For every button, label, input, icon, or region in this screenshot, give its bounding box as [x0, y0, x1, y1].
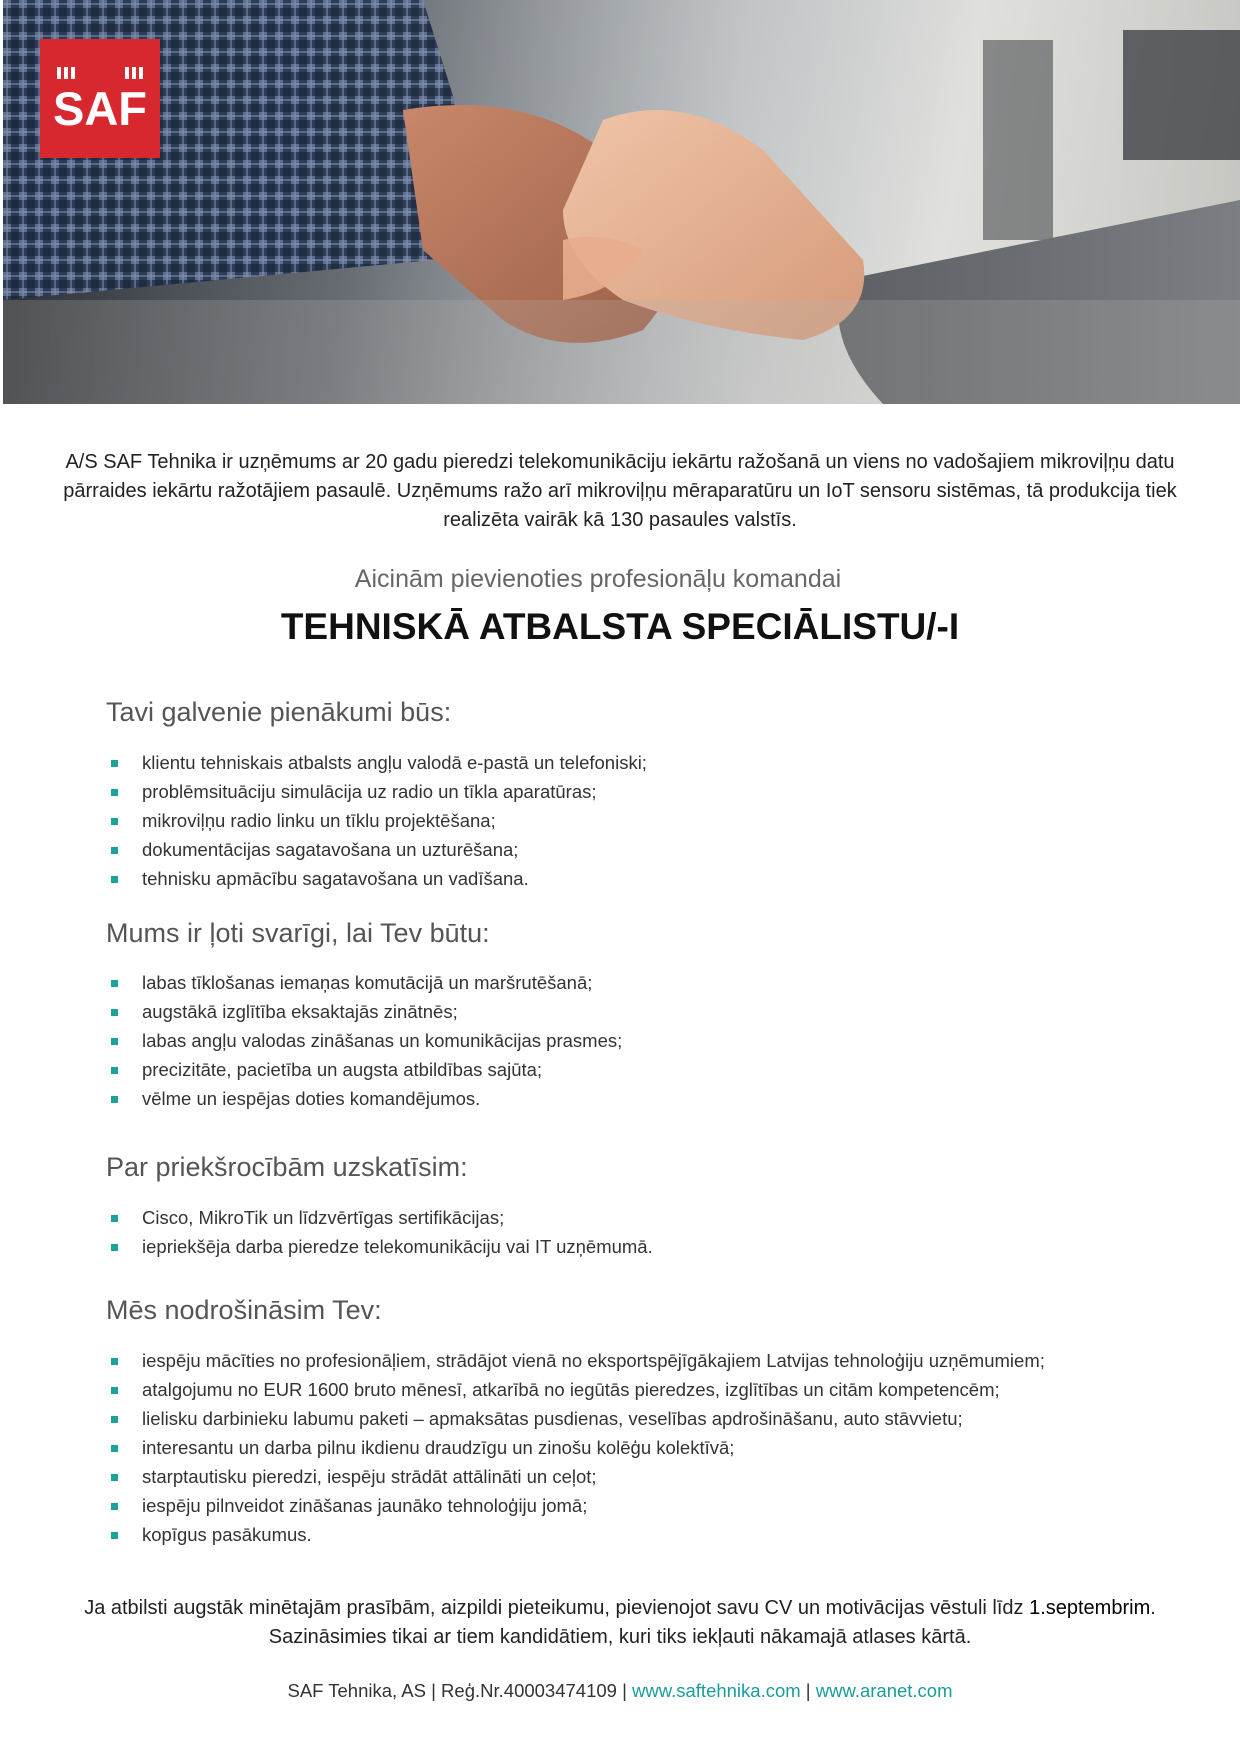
list-item: tehnisku apmācību sagatavošana un vadīšana. [106, 864, 1186, 893]
bullet-icon [111, 1358, 118, 1365]
bullet-icon [111, 847, 118, 854]
bullet-icon [111, 1503, 118, 1510]
closing-text: Ja atbilsti augstāk minētajām prasībām, aizpildi pieteikumu, pievienojot savu CV un motivācijas vēstuli līdz [84, 1597, 1030, 1619]
section-title-duties: Tavi galvenie pienākumi būs: [106, 697, 452, 727]
section-title-advantages: Par priekšrocībām uzskatīsim: [106, 1152, 468, 1182]
list-item: dokumentācijas sagatavošana un uzturēšana; [106, 835, 1186, 864]
list-item: iespēju mācīties no profesionāļiem, strādājot vienā no eksportspējīgākajiem Latvijas tehnoloģiju uzņēmumiem; [106, 1346, 1186, 1375]
footer-separator: | [800, 1680, 816, 1701]
bullet-icon [111, 1215, 118, 1222]
aranet-link[interactable]: www.aranet.com [815, 1680, 953, 1701]
footer [0, 1680, 1240, 1702]
bullet-icon [111, 789, 118, 796]
list-item: kopīgus pasākumus. [106, 1520, 1186, 1549]
bullet-icon [111, 1067, 118, 1074]
list-item: problēmsituāciju simulācija uz radio un tīkla aparatūras; [106, 777, 1186, 806]
list-item: Cisco, MikroTik un līdzvērtīgas sertifikācijas; [106, 1203, 1186, 1232]
list-item: lielisku darbinieku labumu paketi – apmaksātas pusdienas, veselības apdrošināšanu, auto stāvvietu; [106, 1404, 1186, 1433]
section-title-benefits: Mēs nodrošināsim Tev: [106, 1295, 382, 1325]
requirements-list [106, 968, 1186, 1113]
position-title: TEHNISKĀ ATBALSTA SPECIĀLISTU/-I [280, 606, 960, 647]
bullet-icon [111, 1445, 118, 1452]
advantages-list [106, 1203, 1186, 1261]
bullet-icon [111, 1416, 118, 1423]
bullet-icon [111, 1387, 118, 1394]
duties-list [106, 748, 1186, 893]
bullet-icon [111, 760, 118, 767]
list-item: precizitāte, pacietība un augsta atbildības sajūta; [106, 1055, 1186, 1084]
list-item: augstākā izglītība eksaktajās zinātnēs; [106, 997, 1186, 1026]
list-item: iespēju pilnveidot zināšanas jaunāko tehnoloģiju jomā; [106, 1491, 1186, 1520]
list-item: vēlme un iespējas doties komandējumos. [106, 1084, 1186, 1113]
bullet-icon [111, 980, 118, 987]
list-item: labas tīklošanas iemaņas komutācijā un maršrutēšanā; [106, 968, 1186, 997]
hero-image [3, 0, 1240, 404]
invite-subtitle: Aicinām pievienoties profesionāļu komandai [354, 565, 842, 593]
benefits-list [106, 1346, 1186, 1549]
bullet-icon [111, 1038, 118, 1045]
saftehnika-link[interactable]: www.saftehnika.com [632, 1680, 801, 1701]
svg-text:SAF: SAF [53, 82, 147, 135]
list-item: atalgojumu no EUR 1600 bruto mēnesī, atkarībā no iegūtās pieredzes, izglītības un citām kompetencēm; [106, 1375, 1186, 1404]
bullet-icon [111, 876, 118, 883]
bullet-icon [111, 1244, 118, 1251]
saf-logo [40, 39, 160, 158]
deadline-date: 1.septembrim [1029, 1597, 1151, 1619]
closing-text-end: . Sazināsimies tikai ar tiem kandidātiem, kuri tiks iekļauti nākamajā atlases kārtā. [268, 1597, 1156, 1648]
list-item: labas angļu valodas zināšanas un komunikācijas prasmes; [106, 1026, 1186, 1055]
list-item: klientu tehniskais atbalsts angļu valodā e-pastā un telefoniski; [106, 748, 1186, 777]
bullet-icon [111, 1532, 118, 1539]
closing-paragraph [60, 1594, 1180, 1652]
handshake-illustration [3, 0, 1240, 404]
list-item: iepriekšēja darba pieredze telekomunikāciju vai IT uzņēmumā. [106, 1232, 1186, 1261]
footer-company: SAF Tehnika, AS | Reģ.Nr.40003474109 | [287, 1680, 633, 1701]
bullet-icon [111, 1474, 118, 1481]
bullet-icon [111, 818, 118, 825]
list-item: interesantu un darba pilnu ikdienu draudzīgu un zinošu kolēģu kolektīvā; [106, 1433, 1186, 1462]
list-item: starptautisku pieredzi, iespēju strādāt attālināti un ceļot; [106, 1462, 1186, 1491]
bullet-icon [111, 1009, 118, 1016]
bullet-icon [111, 1096, 118, 1103]
section-title-requirements: Mums ir ļoti svarīgi, lai Tev būtu: [106, 918, 490, 948]
company-intro: A/S SAF Tehnika ir uzņēmums ar 20 gadu pieredzi telekomunikāciju iekārtu ražošanā un viens no vadošajiem mikroviļņu datu pārraides iekārtu ražotājiem pasaulē. Uzņēmums ražo arī mikroviļņu mēraparatūru un IoT sensoru sistēmas, tā produkcija tiek realizēta vairāk kā 130 pasaules valstīs. [63, 451, 1177, 531]
list-item: mikroviļņu radio linku un tīklu projektēšana; [106, 806, 1186, 835]
